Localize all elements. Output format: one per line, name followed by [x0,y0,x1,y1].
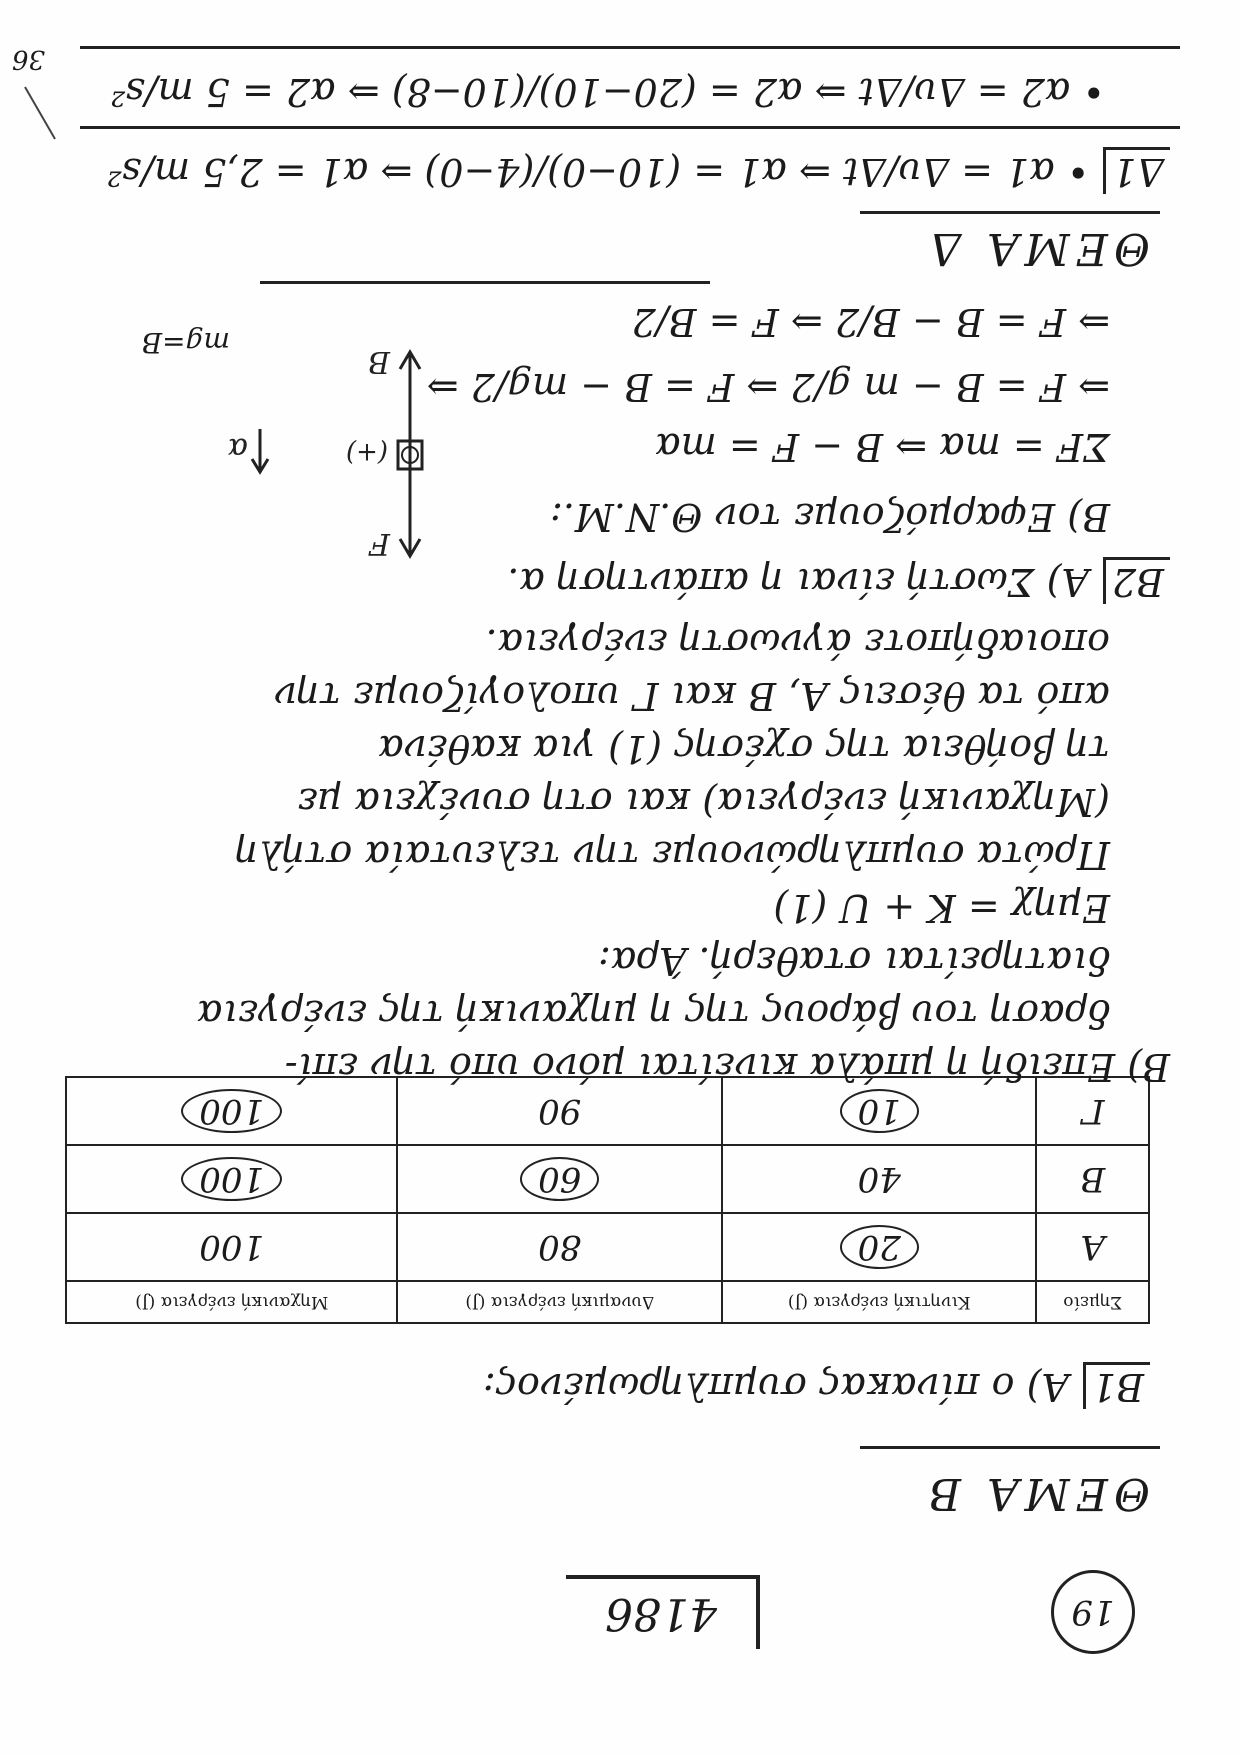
cell-potential: 80 [397,1213,722,1281]
header-kinetic: Κινητική ενέργεια (J) [722,1281,1036,1323]
b2-underline [260,281,710,284]
b1-b-line: δραση του βάρους της η μηχανική της ενέργεια [196,992,1110,1036]
cell-point: Β [1036,1145,1149,1213]
circled-value: 60 [520,1157,599,1201]
cell-point: Γ [1036,1077,1149,1145]
b1-label: Β1 [1083,1362,1150,1409]
b2-line [507,557,1170,604]
heading-theme-d: ΘΕΜΑ Δ [923,223,1150,274]
b1-b-line: Πρώτα συμπληρώνουμε την τελευταία στήλη [235,833,1110,877]
header-point: Σημείο [1036,1281,1149,1323]
cell-kinetic [722,1213,1036,1281]
b2-line: ΣF = mα ⇒ B − F = mα [655,425,1110,469]
cell-potential: 90 [397,1077,722,1145]
header-mechanical: Μηχανική ενέργεια (J) [66,1281,397,1323]
b1-b-line: διατηρείται σταθερή. Άρα: [598,939,1110,983]
b1-a-text: Α) ο πίνακας συμπληρωμένος: [482,1365,1069,1409]
sign-convention: (+) [345,437,388,467]
margin-note: 36 [11,44,45,74]
b2-answer-a: Α) Σωστή είναι η απάντηση α. [507,560,1089,604]
d1-label: Δ1 [1103,147,1170,194]
margin-stroke [24,87,56,140]
cell-kinetic: 40 [722,1145,1036,1213]
cell-mechanical [66,1145,397,1213]
page-number: 19 [1051,1570,1135,1654]
energy-table [65,1076,1150,1324]
b2-line: Β) Εφαρμόζουμε τον Θ.Ν.Μ.: [550,495,1110,539]
b1-b-line: (Μηχανική ενέργεια) και στη συνέχεια με [297,780,1110,824]
circled-value: 100 [181,1157,282,1201]
b1-b-line: Β) Επειδή η μπάλα κινείται μόνο υπό την επί- [284,1045,1170,1089]
b2-line: ⇒ F = B − B/2 ⇒ F = B/2 [631,300,1110,344]
cell-potential [397,1145,722,1213]
d1-line [107,147,1170,194]
d1-separator [80,126,1180,129]
b1-b-line: Εμηχ = Κ + U (1) [773,886,1110,930]
table-header-row [66,1281,1149,1323]
force-f-label: F [369,526,390,561]
b2-line: ⇒ F = B − m g/2 ⇒ F = B − mg/2 ⇒ [426,365,1110,409]
d1-accel-1: • α1 = Δυ/Δt ⇒ α1 = (10−0)/(4−0) ⇒ α1 = 2,5 m/s² [106,150,1090,194]
b1-b-line: οποιαδήποτε άγνωστη ενέργεια. [485,621,1110,665]
problem-id: 4186 [566,1575,760,1649]
b1-b-line: τη βοήθεια της σχέσης (1) για καθένα [378,727,1110,771]
table-row [66,1213,1149,1281]
cell-mechanical: 100 [66,1213,397,1281]
fbd-note: mg=B [141,326,230,359]
b1-b-line: από τα θέσεις Α, Β και Γ υπολογίζουμε την [274,674,1110,718]
cell-point: Α [1036,1213,1149,1281]
d1-bottom-line [80,46,1180,49]
free-body-diagram [130,334,460,564]
b2-label: Β2 [1103,557,1170,604]
force-b-label: B [367,344,390,379]
accel-label: α [227,431,248,466]
header-potential: Δυναμική ενέργεια (J) [397,1281,722,1323]
heading-b-underline [860,1446,1160,1449]
d1-accel-2: • α2 = Δυ/Δt ⇒ α2 = (20−10)/(10−8) ⇒ α2 = 5 m/s² [110,70,1105,114]
heading-d-underline [860,211,1160,214]
circled-value: 20 [840,1225,919,1269]
table-row [66,1145,1149,1213]
b1-a-line [483,1362,1150,1409]
heading-theme-b: ΘΕΜΑ Β [922,1468,1150,1519]
circled-value: 100 [181,1089,282,1133]
circled-value: 10 [840,1089,919,1133]
